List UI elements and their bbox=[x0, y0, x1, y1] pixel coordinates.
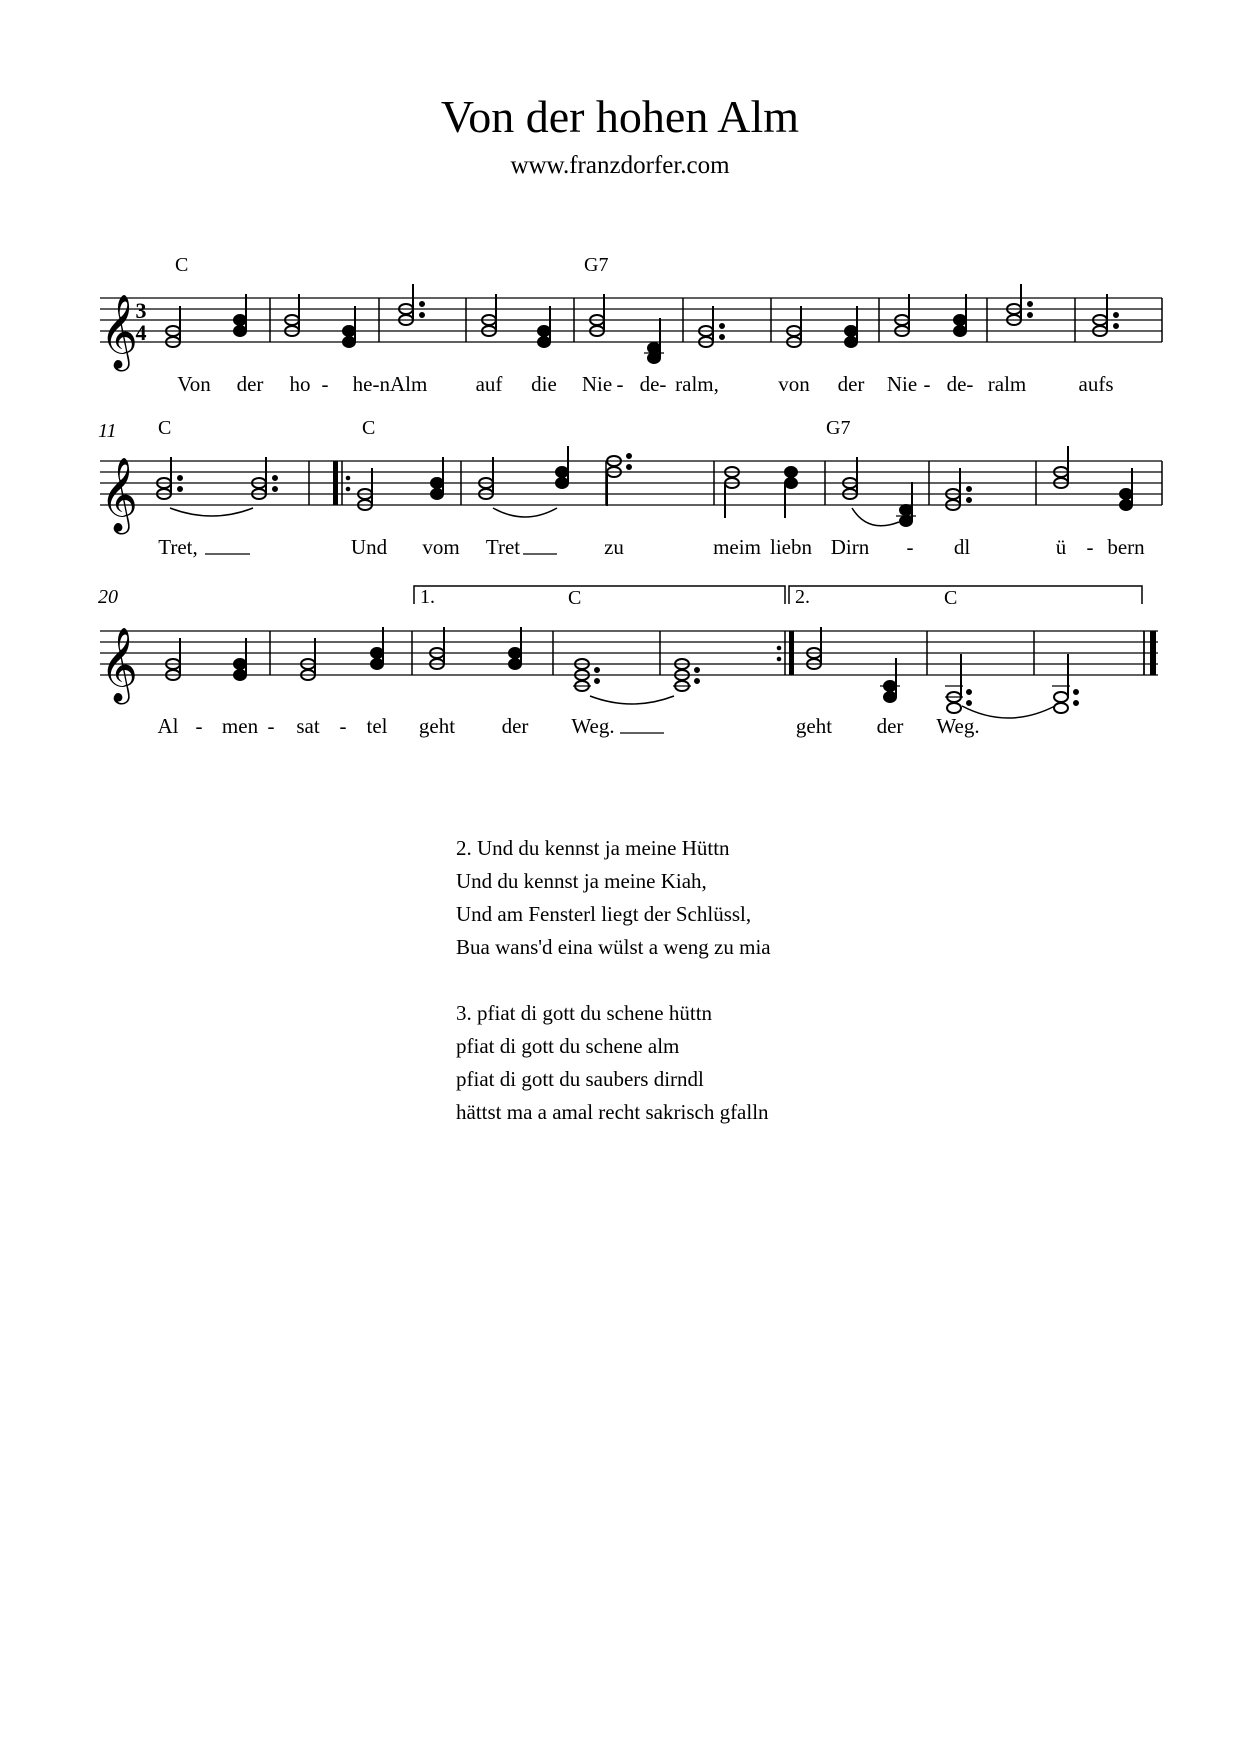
chord-symbol: C bbox=[175, 254, 189, 276]
lyric-syllable: - bbox=[616, 372, 624, 396]
sheet-music bbox=[0, 0, 1240, 760]
lyric-syllable: Tret bbox=[485, 535, 521, 559]
volta-brackets bbox=[414, 586, 1142, 604]
lyric-syllable: ralm, bbox=[675, 372, 719, 396]
lyric-syllable: - bbox=[321, 372, 329, 396]
treble-clef-icon: 𝄞 bbox=[100, 459, 138, 530]
measure-number: 11 bbox=[98, 420, 117, 442]
lyric-syllable: Nie bbox=[581, 372, 613, 396]
lyric-syllable: Weg. bbox=[936, 714, 980, 738]
lyric-syllable: Dirn bbox=[830, 535, 870, 559]
volta-label: 1. bbox=[420, 586, 435, 608]
staff-system-2 bbox=[98, 417, 1162, 559]
lyric-syllable: - bbox=[195, 714, 203, 738]
staff-lines bbox=[100, 298, 1162, 342]
lyric-syllable: die bbox=[531, 372, 557, 396]
treble-clef-icon: 𝄞 bbox=[100, 296, 138, 367]
chord-symbol: C bbox=[158, 417, 172, 439]
lyric-syllable: Al bbox=[157, 714, 179, 738]
verse-line: 3. pfiat di gott du schene hüttn bbox=[456, 1001, 713, 1025]
chord-symbol: C bbox=[362, 417, 376, 439]
measure-number: 20 bbox=[98, 586, 118, 608]
lyric-syllable: ü bbox=[1055, 535, 1067, 559]
lyric-syllable: Nie bbox=[886, 372, 918, 396]
lyric-syllable: bern bbox=[1107, 535, 1145, 559]
lyric-syllable: vom bbox=[422, 535, 460, 559]
lyric-syllable: der bbox=[876, 714, 904, 738]
notes bbox=[157, 446, 1132, 526]
lyrics-row bbox=[177, 372, 1113, 396]
time-signature-denominator: 4 bbox=[135, 320, 147, 345]
lyric-syllable: Von bbox=[177, 372, 211, 396]
lyrics-row bbox=[158, 714, 980, 738]
chord-symbol: C bbox=[944, 587, 958, 609]
verse-line: Und am Fensterl liegt der Schlüssl, bbox=[456, 902, 752, 926]
lyric-syllable: - bbox=[1086, 535, 1094, 559]
song-title: Von der hohen Alm bbox=[440, 91, 800, 142]
lyric-syllable: geht bbox=[795, 714, 833, 738]
lyric-syllable: dl bbox=[953, 535, 971, 559]
lyric-syllable: geht bbox=[418, 714, 456, 738]
lyric-syllable: liebn bbox=[770, 535, 812, 559]
verse-line: hättst ma a amal recht sakrisch gfalln bbox=[456, 1100, 769, 1124]
lyric-syllable: de- bbox=[639, 372, 667, 396]
treble-clef-icon: 𝄞 bbox=[100, 629, 138, 700]
volta-label: 2. bbox=[795, 586, 810, 608]
additional-verses bbox=[456, 832, 771, 1162]
lyric-syllable: - bbox=[923, 372, 931, 396]
verse-2 bbox=[456, 832, 771, 964]
lyric-syllable: aufs bbox=[1078, 372, 1114, 396]
chord-symbol: C bbox=[568, 587, 582, 609]
lyric-syllable: zu bbox=[604, 535, 624, 559]
time-signature-numerator: 3 bbox=[135, 298, 147, 323]
verse-line: Und du kennst ja meine Kiah, bbox=[456, 869, 707, 893]
lyric-syllable: men bbox=[221, 714, 259, 738]
verse-3 bbox=[456, 997, 771, 1129]
website-credit: www.franzdorfer.com bbox=[510, 152, 730, 179]
verse-line: 2. Und du kennst ja meine Hüttn bbox=[456, 836, 730, 860]
lyric-syllable: Tret, bbox=[158, 535, 198, 559]
lyric-syllable: de- bbox=[946, 372, 974, 396]
staff-system-3 bbox=[98, 586, 1158, 738]
chord-symbol: G7 bbox=[826, 417, 851, 439]
lyric-syllable: auf bbox=[475, 372, 503, 396]
verse-line: pfiat di gott du saubers dirndl bbox=[456, 1067, 704, 1091]
lyric-syllable: sat bbox=[296, 714, 320, 738]
staff-system-1 bbox=[100, 254, 1162, 396]
verse-line: pfiat di gott du schene alm bbox=[456, 1034, 680, 1058]
lyric-syllable: meim bbox=[713, 535, 761, 559]
lyric-syllable: - bbox=[339, 714, 347, 738]
lyric-syllable: der bbox=[501, 714, 529, 738]
chord-symbol: G7 bbox=[584, 254, 609, 276]
lyric-syllable: ralm bbox=[987, 372, 1027, 396]
lyric-syllable: - bbox=[267, 714, 275, 738]
lyric-syllable: ho bbox=[289, 372, 311, 396]
lyric-syllable: tel bbox=[366, 714, 388, 738]
lyric-syllable: der bbox=[837, 372, 865, 396]
staff-lines bbox=[100, 631, 1158, 675]
notes bbox=[166, 284, 1118, 363]
lyric-syllable: Und bbox=[350, 535, 388, 559]
lyric-syllable: Weg. bbox=[571, 714, 615, 738]
lyrics-row bbox=[158, 535, 1145, 559]
lyric-syllable: von bbox=[778, 372, 810, 396]
notes bbox=[166, 627, 1078, 718]
lyric-syllable: der bbox=[236, 372, 264, 396]
lyric-syllable: - bbox=[906, 535, 914, 559]
verse-line: Bua wans'd eina wülst a weng zu mia bbox=[456, 935, 771, 959]
lyric-syllable: he-nAlm bbox=[352, 372, 428, 396]
